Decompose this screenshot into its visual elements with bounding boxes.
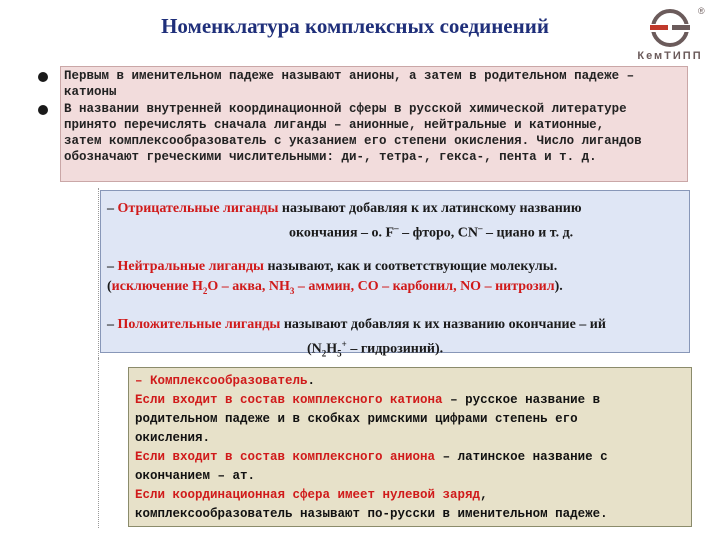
- bullet-text-2: В названии внутренней координационной сферы в русской химической литературе принято перечислять сначала лиганды – анионные, нейтральные и катионные, затем комплексообразователь с указанием его степени окисления. Число лигандов обозначают греческими числительными: ди-, тетра-, гекса-, пента и т. д.: [64, 102, 642, 164]
- kemtipp-logo: [624, 4, 716, 66]
- positive-ligands-example: ($N_2H_5^+$ – гидрозиний).: [307, 339, 444, 359]
- page-title: Номенклатура комплексных соединений: [161, 14, 549, 38]
- negative-ligands-term: Отрицательные лиганды: [117, 201, 279, 216]
- registered-mark: ®: [698, 6, 705, 16]
- logo-emblem-icon: [624, 4, 716, 50]
- neutral-ligands-term: Нейтральные лиганды: [117, 259, 264, 274]
- central-atom-box: [128, 367, 692, 527]
- negative-ligands-examples: окончания – о. F– – фторо, CN– – циано и т. д.: [289, 223, 574, 241]
- ligands-box: [100, 190, 690, 359]
- bullet-icon: [38, 105, 48, 115]
- divider-line: [98, 358, 100, 528]
- logo-text: КемТИПП: [637, 50, 703, 62]
- neutral-sphere-rule-cont: комплексообразователь называют по-русски в именительном падеже.: [135, 507, 608, 521]
- central-atom-heading: – Комплексообразователь.: [135, 374, 316, 388]
- negative-ligands-line: – Отрицательные лиганды называют добавляя к их латинскому названию: [107, 201, 582, 216]
- cation-rule-end: окисления.: [135, 431, 211, 445]
- cation-rule-line: Если входит в состав комплексного катиона – русское название в: [135, 393, 601, 407]
- neutral-ligands-line: – Нейтральные лиганды называют, как и соответствующие молекулы.: [107, 259, 558, 274]
- neutral-ligands-exceptions: (исключение $H_2O$ – аква, $NH_3$ – аммин, CO – карбонил, NO – нитрозил).: [107, 279, 563, 296]
- positive-ligands-line: – Положительные лиганды называют добавляя к их названию окончание – ий: [107, 317, 606, 332]
- cation-rule-cont: родительном падеже и в скобках римскими цифрами степень его: [135, 412, 578, 426]
- anion-rule-cont: окончанием – ат.: [135, 469, 256, 483]
- positive-ligands-term: Положительные лиганды: [117, 317, 281, 332]
- bullet-text-1: Первым в именительном падеже называют анионы, а затем в родительном падеже – катионы: [64, 69, 635, 99]
- bullet-icon: [38, 72, 48, 82]
- anion-rule-line: Если входит в состав комплексного аниона – латинское название с: [135, 450, 608, 464]
- neutral-sphere-rule-line: Если координационная сфера имеет нулевой заряд,: [135, 488, 488, 502]
